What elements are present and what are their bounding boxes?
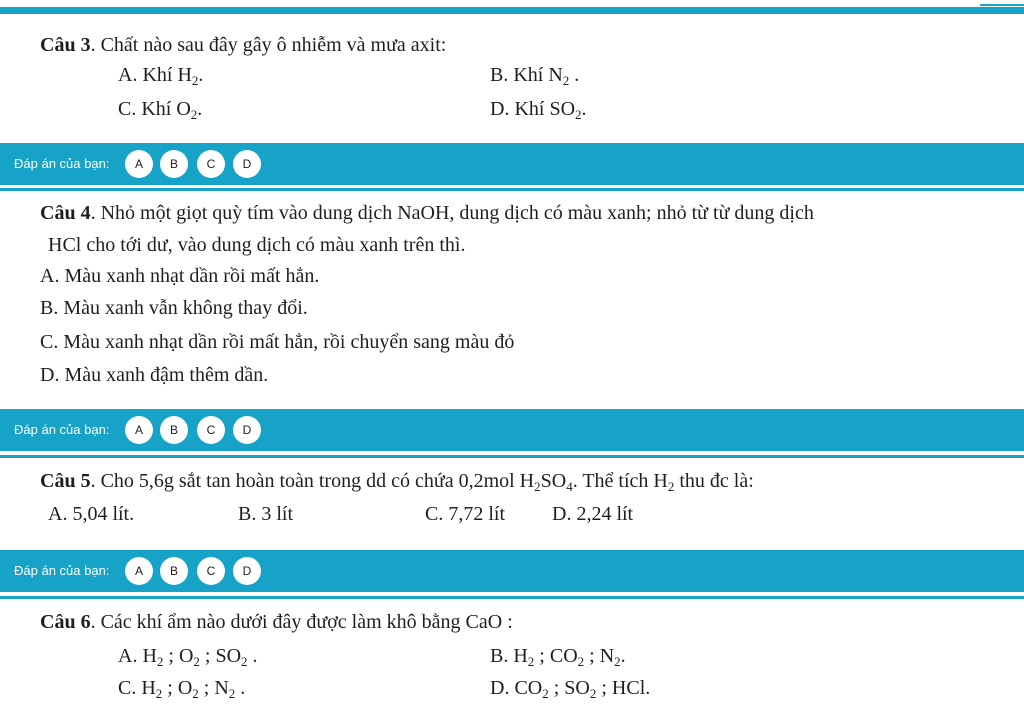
q5-choice-a[interactable]: A [125,557,153,585]
q3-choice-b[interactable]: B [160,150,188,178]
q3-choice-d[interactable]: D [233,150,261,178]
question-5-number: Câu 5 [40,470,91,492]
question-4-line1: Câu 4. Nhỏ một giọt quỳ tím vào dung dịch NaOH, dung dịch có màu xanh; nhỏ từ từ dung dịch [40,202,814,224]
q5-option-b: B. 3 lít [238,503,294,525]
question-5-text: Câu 5. Cho 5,6g sắt tan hoàn toàn trong dd có chứa 0,2mol $H_2SO_4$. Thể tích $H_2$ thu đc là: [40,470,754,494]
q4-option-a: A. Màu xanh nhạt dần rồi mất hẳn. [40,265,320,287]
question-4-line2: HCl cho tới dư, vào dung dịch có màu xanh trên thì. [48,234,466,256]
q5-option-a: A. 5,04 lít. [48,503,135,525]
q3-choice-c[interactable]: C [197,150,225,178]
q5-choice-d[interactable]: D [233,557,261,585]
q6-option-d: D. $CO_2$ ; $SO_2$ ; HCl. [490,677,651,701]
q4-choice-c[interactable]: C [197,416,225,444]
q3-option-a: A. Khí $H_2$. [118,64,204,88]
q5-choice-c[interactable]: C [197,557,225,585]
top-border-thin [980,4,1024,6]
q4-choice-a[interactable]: A [125,416,153,444]
q3-choice-a[interactable]: A [125,150,153,178]
answer-bar-q4 [0,409,1024,451]
q5-option-c: C. 7,72 lít [425,503,506,525]
question-6-number: Câu 6 [40,611,91,633]
q4-choice-b[interactable]: B [160,416,188,444]
answer-bar-q5 [0,550,1024,592]
question-6-text: Câu 6. Các khí ẩm nào dưới đây được làm khô bằng CaO : [40,611,513,633]
top-border-stripe [0,7,1024,14]
q4-option-d: D. Màu xanh đậm thêm dần. [40,364,269,386]
question-3-number: Câu 3 [40,34,91,56]
answer-label: Đáp án của bạn: [14,563,110,578]
divider [0,596,1024,599]
q6-option-a: A. $H_2$ ; $O_2$ ; $SO_2$ . [118,645,258,669]
answer-label: Đáp án của bạn: [14,422,110,437]
q5-choice-b[interactable]: B [160,557,188,585]
question-4-number: Câu 4 [40,202,91,224]
q3-option-d: D. Khí $SO_2$. [490,98,587,122]
divider [0,455,1024,458]
answer-bar-q3 [0,143,1024,185]
q5-option-d: D. 2,24 lít [552,503,634,525]
q4-choice-d[interactable]: D [233,416,261,444]
q3-option-c: C. Khí $O_2$. [118,98,203,122]
answer-label: Đáp án của bạn: [14,156,110,171]
q4-option-c: C. Màu xanh nhạt dần rồi mất hẳn, rồi chuyển sang màu đỏ [40,331,515,353]
divider [0,188,1024,191]
q3-option-b: B. Khí $N_2$ . [490,64,580,88]
q6-option-c: C. $H_2$ ; $O_2$ ; $N_2$ . [118,677,246,701]
q4-option-b: B. Màu xanh vẫn không thay đổi. [40,297,308,319]
q6-option-b: B. $H_2$ ; $CO_2$ ; $N_2$. [490,645,626,669]
question-3-text: Câu 3. Chất nào sau đây gây ô nhiễm và mưa axit: [40,34,447,56]
top-border [0,0,1024,16]
